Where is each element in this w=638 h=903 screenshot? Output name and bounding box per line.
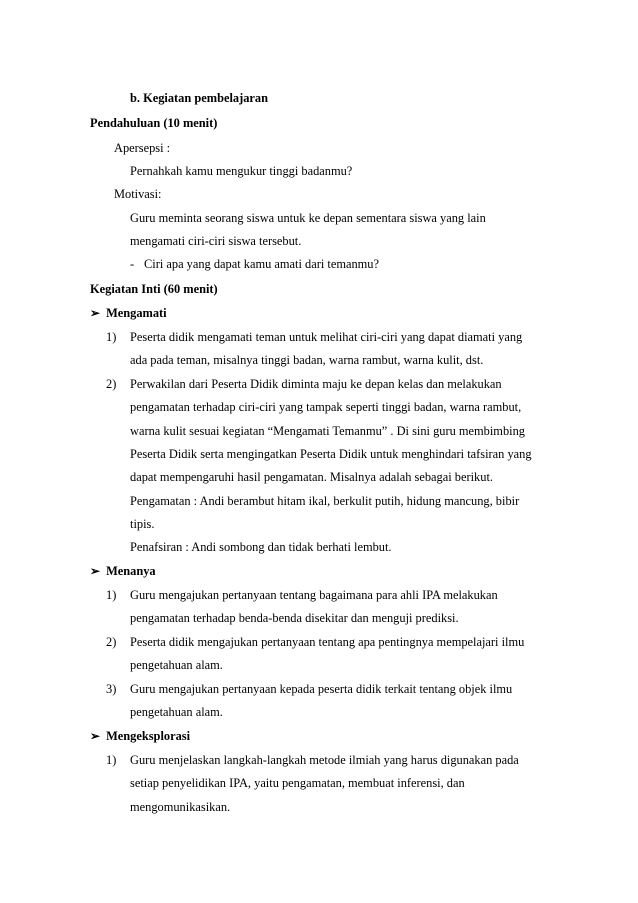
menanya-item-3-line-2: pengetahuan alam. bbox=[130, 705, 223, 719]
list-number: 3) bbox=[106, 682, 117, 696]
mengamati-item-1-line-1: Peserta didik mengamati teman untuk melihat ciri-ciri yang dapat diamati yang bbox=[130, 330, 523, 344]
motivasi-dash-bullet: - bbox=[130, 257, 135, 271]
subheading-b: b. Kegiatan pembelajaran bbox=[130, 91, 269, 105]
motivasi-label: Motivasi: bbox=[114, 187, 162, 201]
list-number: 1) bbox=[106, 330, 117, 344]
apersepsi-question: Pernahkah kamu mengukur tinggi badanmu? bbox=[130, 164, 353, 178]
mengamati-item-2-line-2: pengamatan terhadap ciri-ciri yang tampak seperti tinggi badan, warna rambut, bbox=[130, 400, 522, 414]
mengamati-item-2-line-5: dapat mempengaruhi hasil pengamatan. Misalnya adalah sebagai berikut. bbox=[130, 470, 493, 484]
menanya-item-1-line-2: pengamatan terhadap benda-benda disekitar dan menguji prediksi. bbox=[130, 611, 459, 625]
list-number: 2) bbox=[106, 635, 117, 649]
section-title: Mengamati bbox=[106, 306, 167, 320]
motivasi-paragraph-line-1: Guru meminta seorang siswa untuk ke depan sementara siswa yang lain bbox=[130, 211, 486, 225]
menanya-item-3-line-1: Guru mengajukan pertanyaan kepada peserta didik terkait tentang objek ilmu bbox=[130, 682, 513, 696]
mengamati-item-2-line-3: warna kulit sesuai kegiatan “Mengamati Temanmu” . Di sini guru membimbing bbox=[130, 424, 525, 438]
mengamati-item-2-line-4: Peserta Didik serta mengingatkan Peserta Didik untuk menghindari tafsiran yang bbox=[130, 447, 532, 461]
section-menanya bbox=[90, 563, 156, 579]
heading-kegiatan-inti: Kegiatan Inti (60 menit) bbox=[90, 282, 218, 296]
section-title: Mengeksplorasi bbox=[106, 729, 191, 743]
section-title: Menanya bbox=[106, 564, 156, 578]
motivasi-question: Ciri apa yang dapat kamu amati dari temanmu? bbox=[144, 257, 379, 271]
interpretation-line: Penafsiran : Andi sombong dan tidak berhati lembut. bbox=[130, 540, 392, 554]
arrow-bullet-icon: ➢ bbox=[90, 729, 101, 743]
list-number: 2) bbox=[106, 377, 117, 391]
arrow-bullet-icon: ➢ bbox=[90, 306, 101, 320]
mengeksplorasi-item-1-line-3: mengomunikasikan. bbox=[130, 800, 231, 814]
menanya-item-1-line-1: Guru mengajukan pertanyaan tentang bagaimana para ahli IPA melakukan bbox=[130, 588, 498, 602]
arrow-bullet-icon: ➢ bbox=[90, 564, 101, 578]
list-number: 1) bbox=[106, 588, 117, 602]
menanya-item-2-line-1: Peserta didik mengajukan pertanyaan tentang apa pentingnya mempelajari ilmu bbox=[130, 635, 525, 649]
menanya-item-2-line-2: pengetahuan alam. bbox=[130, 658, 223, 672]
mengamati-item-2-line-1: Perwakilan dari Peserta Didik diminta maju ke depan kelas dan melakukan bbox=[130, 377, 502, 391]
heading-pendahuluan: Pendahuluan (10 menit) bbox=[90, 116, 218, 130]
apersepsi-label: Apersepsi : bbox=[114, 141, 171, 155]
mengeksplorasi-item-1-line-2: setiap penyelidikan IPA, yaitu pengamatan, membuat inferensi, dan bbox=[130, 776, 465, 790]
section-mengeksplorasi bbox=[90, 728, 190, 744]
mengamati-item-1-line-2: ada pada teman, misalnya tinggi badan, warna rambut, warna kulit, dst. bbox=[130, 353, 484, 367]
motivasi-paragraph-line-2: mengamati ciri-ciri siswa tersebut. bbox=[130, 234, 302, 248]
list-number: 1) bbox=[106, 753, 117, 767]
observation-line-2: tipis. bbox=[130, 517, 155, 531]
mengeksplorasi-item-1-line-1: Guru menjelaskan langkah-langkah metode ilmiah yang harus digunakan pada bbox=[130, 753, 519, 767]
section-mengamati bbox=[90, 305, 167, 321]
observation-line-1: Pengamatan : Andi berambut hitam ikal, berkulit putih, hidung mancung, bibir bbox=[130, 494, 520, 508]
